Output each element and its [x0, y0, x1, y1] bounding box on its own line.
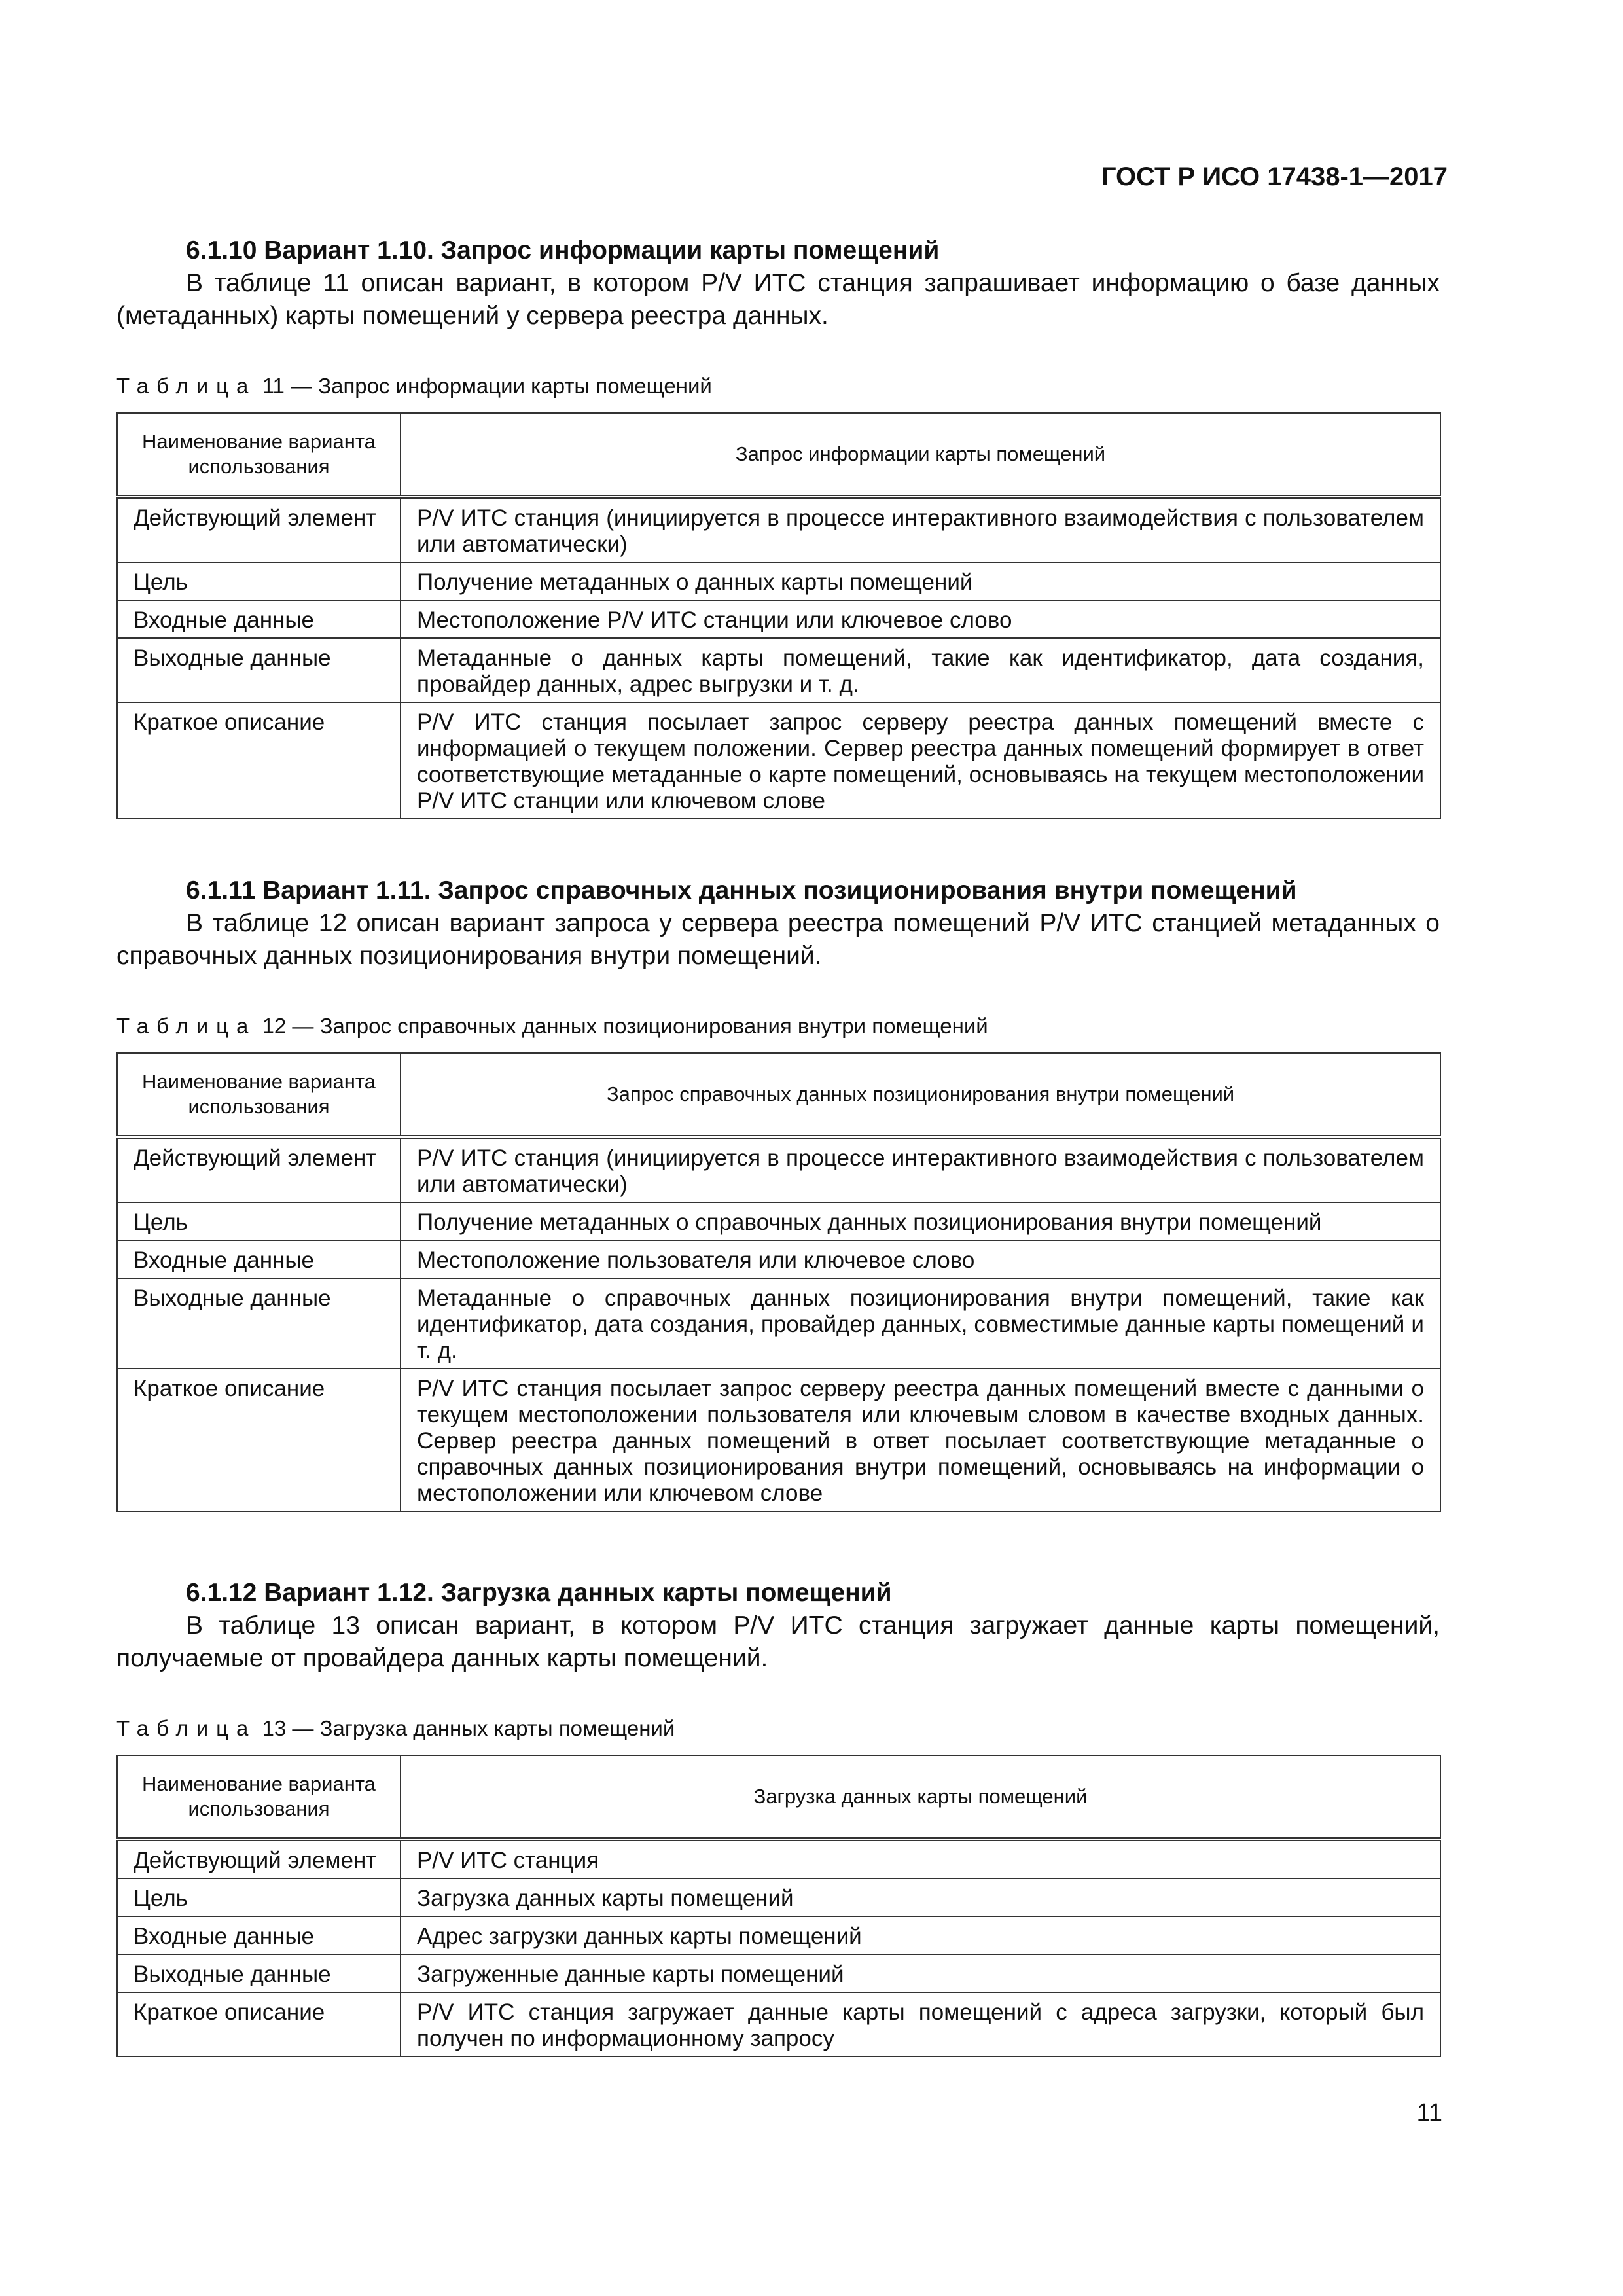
table-row: [117, 638, 1440, 702]
document-code: ГОСТ Р ИСО 17438-1—2017: [1101, 162, 1448, 191]
table-row: [117, 1137, 1440, 1202]
section-text: В таблице 13 описан вариант, в котором P/V ИТС станция загружает данные карты помещений, получаемые от провайдера данных карты помещений.: [116, 1611, 1440, 1672]
row-value: Метаданные о справочных данных позиционирования внутри помещений, такие как идентификатор, дата создания, провайдер данных, совместимые данные карты помещений и т. д.: [401, 1278, 1440, 1369]
header-cell-name: Наименование варианта использования: [117, 1755, 401, 1839]
table-caption-label: Таблица: [116, 374, 257, 398]
table-caption-label: Таблица: [116, 1014, 257, 1038]
row-label: Входные данные: [117, 1240, 401, 1278]
header-cell-title: Запрос информации карты помещений: [401, 413, 1440, 497]
row-label: Входные данные: [117, 1916, 401, 1954]
section-title: 6.1.11 Вариант 1.11. Запрос справочных данных позиционирования внутри помещений: [186, 876, 1297, 905]
row-value: Местоположение P/V ИТС станции или ключевое слово: [401, 600, 1440, 638]
section-text: В таблице 11 описан вариант, в котором P/V ИТС станция запрашивает информацию о базе данных (метаданных) карты помещений у сервера реестра данных.: [116, 269, 1440, 330]
table-row: [117, 1240, 1440, 1278]
row-value: P/V ИТС станция посылает запрос серверу реестра данных помещений вместе с данными о текущем местоположении пользователя или ключевым словом в качестве входных данных. Сервер реестра данных помещений в ответ посылает соответствующие метаданные о справочных данных позиционирования внутри помещений, основываясь на информации о местоположении или ключевом слове: [401, 1369, 1440, 1511]
header-cell-title: Запрос справочных данных позиционирования внутри помещений: [401, 1053, 1440, 1137]
row-label: Входные данные: [117, 600, 401, 638]
table-row: [117, 1878, 1440, 1916]
row-value: P/V ИТС станция (инициируется в процессе интерактивного взаимодействия с пользователем или автоматически): [401, 497, 1440, 562]
row-value: P/V ИТС станция загружает данные карты помещений с адреса загрузки, который был получен по информационному запросу: [401, 1992, 1440, 2056]
row-value: Получение метаданных о справочных данных позиционирования внутри помещений: [401, 1202, 1440, 1240]
row-label: Цель: [117, 562, 401, 600]
table-caption-text: 12 — Запрос справочных данных позиционирования внутри помещений: [262, 1014, 988, 1038]
table-row: [117, 1916, 1440, 1954]
table-header-row: [117, 1755, 1440, 1839]
row-label: Действующий элемент: [117, 1839, 401, 1878]
table-row: [117, 600, 1440, 638]
page-number: 11: [1416, 2099, 1442, 2126]
header-cell-name: Наименование варианта использования: [117, 413, 401, 497]
row-label: Краткое описание: [117, 702, 401, 819]
table-header-row: [117, 413, 1440, 497]
table-row: [117, 1839, 1440, 1878]
table-row: [117, 1369, 1440, 1511]
row-label: Выходные данные: [117, 1954, 401, 1992]
header-cell-name: Наименование варианта использования: [117, 1053, 401, 1137]
table-12: [116, 1052, 1441, 1512]
row-label: Цель: [117, 1878, 401, 1916]
section-6-1-12: [116, 1577, 1440, 2057]
table-caption: [116, 373, 1440, 399]
row-label: Цель: [117, 1202, 401, 1240]
table-caption-text: 11 — Запрос информации карты помещений: [262, 374, 712, 398]
table-header-row: [117, 1053, 1440, 1137]
table-11: [116, 412, 1441, 819]
row-value: Получение метаданных о данных карты помещений: [401, 562, 1440, 600]
section-text: В таблице 12 описан вариант запроса у сервера реестра помещений P/V ИТС станцией метаданных о справочных данных позиционирования внутри помещений.: [116, 909, 1440, 970]
section-6-1-11: [116, 874, 1440, 1512]
row-value: Загруженные данные карты помещений: [401, 1954, 1440, 1992]
table-row: [117, 497, 1440, 562]
row-value: Загрузка данных карты помещений: [401, 1878, 1440, 1916]
table-row: [117, 562, 1440, 600]
row-label: Краткое описание: [117, 1992, 401, 2056]
row-label: Выходные данные: [117, 1278, 401, 1369]
row-label: Выходные данные: [117, 638, 401, 702]
row-label: Краткое описание: [117, 1369, 401, 1511]
table-caption: [116, 1013, 1440, 1039]
row-value: Местоположение пользователя или ключевое слово: [401, 1240, 1440, 1278]
row-label: Действующий элемент: [117, 1137, 401, 1202]
header-cell-title: Загрузка данных карты помещений: [401, 1755, 1440, 1839]
section-6-1-10: [116, 234, 1440, 819]
table-caption-text: 13 — Загрузка данных карты помещений: [262, 1716, 675, 1740]
table-row: [117, 1954, 1440, 1992]
row-label: Действующий элемент: [117, 497, 401, 562]
table-row: [117, 1278, 1440, 1369]
table-caption: [116, 1715, 1440, 1742]
row-value: Адрес загрузки данных карты помещений: [401, 1916, 1440, 1954]
row-value: P/V ИТС станция: [401, 1839, 1440, 1878]
table-row: [117, 1202, 1440, 1240]
section-title: 6.1.12 Вариант 1.12. Загрузка данных карты помещений: [186, 1579, 892, 1607]
section-title: 6.1.10 Вариант 1.10. Запрос информации карты помещений: [186, 236, 940, 264]
row-value: P/V ИТС станция посылает запрос серверу реестра данных помещений вместе с информацией о текущем положении. Сервер реестра данных помещений формирует в ответ соответствующие метаданные о карте помещений, основываясь на текущем местоположении P/V ИТС станции или ключевом слове: [401, 702, 1440, 819]
row-value: P/V ИТС станция (инициируется в процессе интерактивного взаимодействия с пользователем или автоматически): [401, 1137, 1440, 1202]
table-caption-label: Таблица: [116, 1716, 257, 1740]
table-row: [117, 702, 1440, 819]
table-row: [117, 1992, 1440, 2056]
table-13: [116, 1755, 1441, 2057]
row-value: Метаданные о данных карты помещений, такие как идентификатор, дата создания, провайдер данных, адрес выгрузки и т. д.: [401, 638, 1440, 702]
